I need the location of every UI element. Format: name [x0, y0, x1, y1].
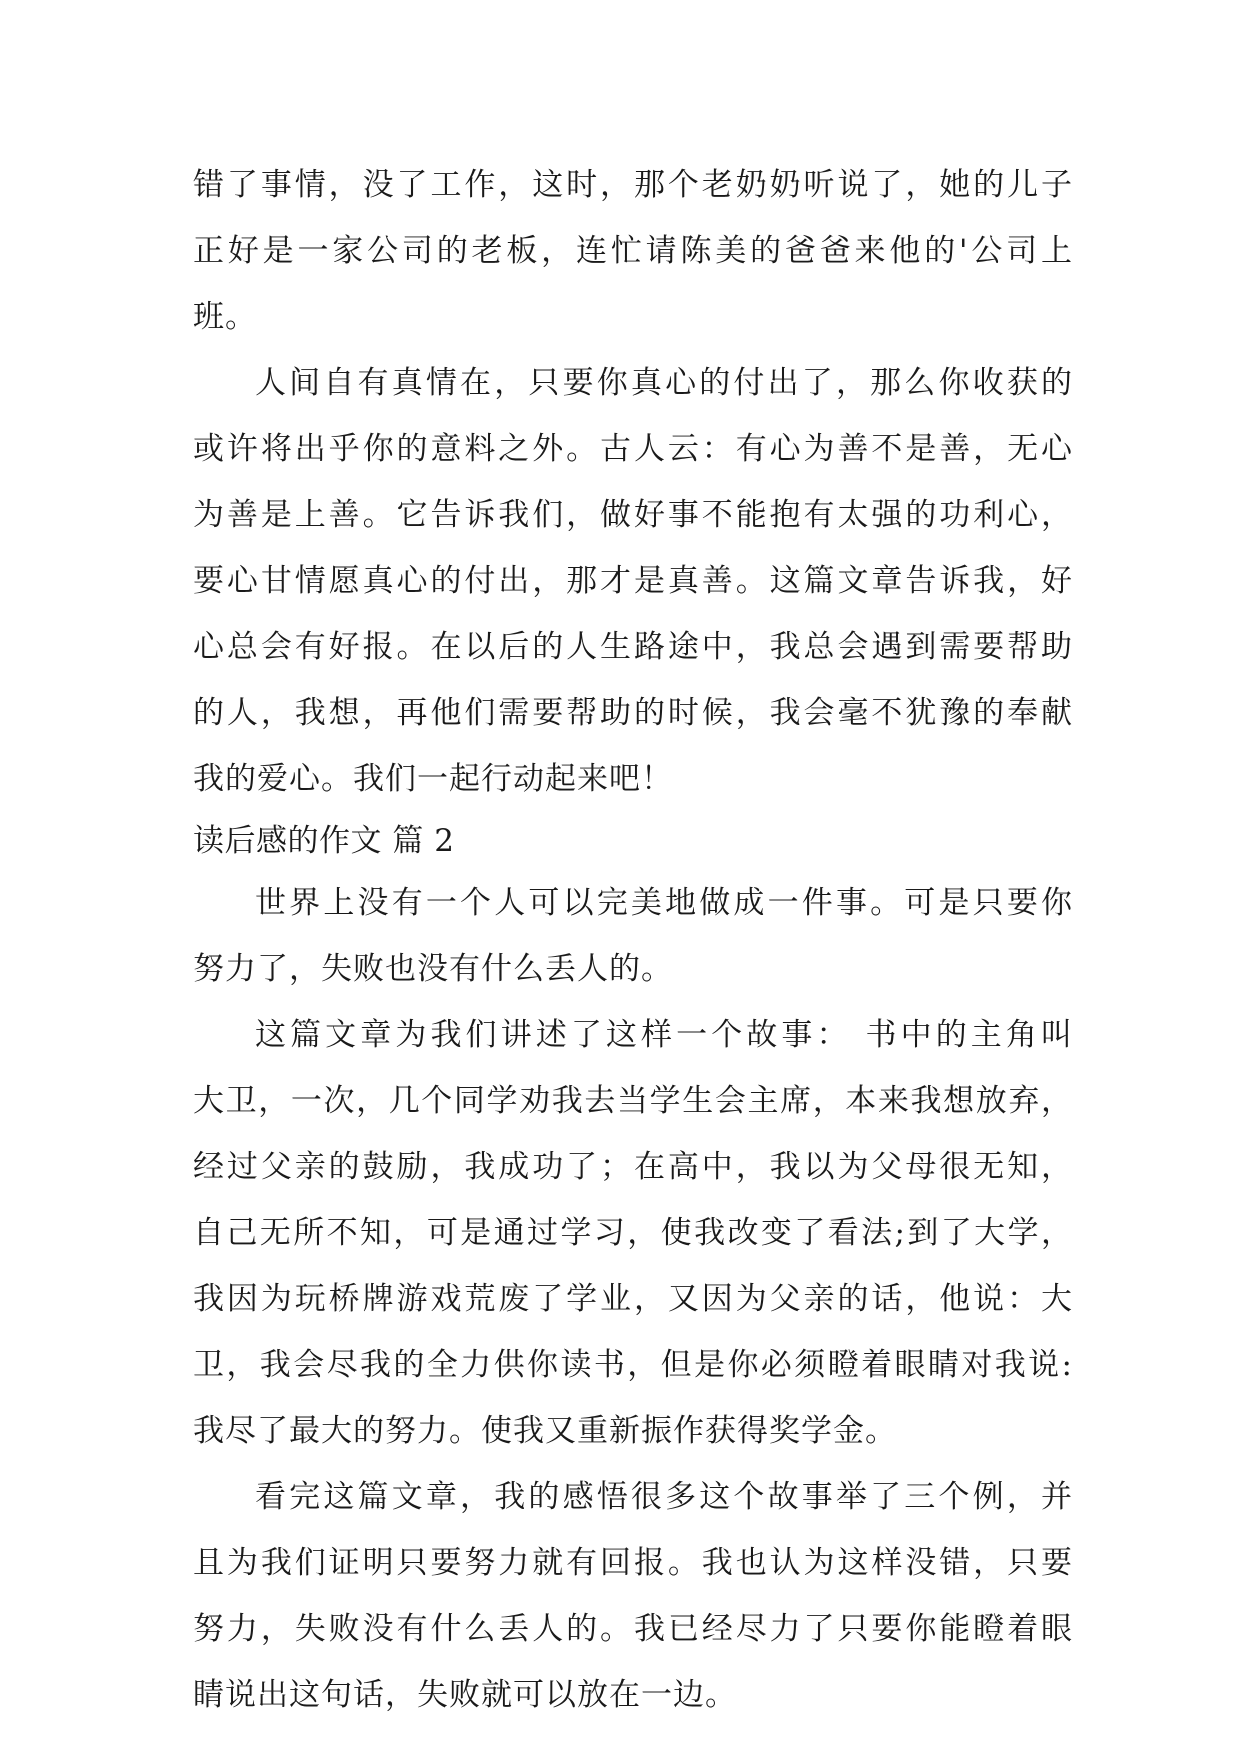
section-heading: 读后感的作文 篇 2	[193, 823, 455, 859]
text-line: 睛说出这句话，失败就可以放在一边。	[193, 1677, 737, 1713]
text-line: 或许将出乎你的意料之外。古人云：有心为善不是善，无心	[193, 431, 1073, 467]
text-line: 且为我们证明只要努力就有回报。我也认为这样没错，只要	[193, 1545, 1073, 1581]
text-line: 为善是上善。它告诉我们，做好事不能抱有太强的功利心，	[193, 497, 1073, 533]
text-line: 这篇文章为我们讲述了这样一个故事： 书中的主角叫	[255, 1017, 1073, 1053]
text-line: 我尽了最大的努力。使我又重新振作获得奖学金。	[193, 1413, 897, 1449]
text-line: 努力了，失败也没有什么丢人的。	[193, 951, 673, 987]
paragraph	[193, 870, 1073, 1002]
paragraph	[193, 1464, 1073, 1728]
paragraph	[193, 1002, 1073, 1464]
text-line: 要心甘情愿真心的付出，那才是真善。这篇文章告诉我，好	[193, 563, 1073, 599]
paragraph	[193, 152, 1073, 350]
text-line: 我的爱心。我们一起行动起来吧！	[193, 761, 673, 797]
text-line: 我因为玩桥牌游戏荒废了学业，又因为父亲的话，他说：大	[193, 1281, 1073, 1317]
text-line: 人间自有真情在，只要你真心的付出了，那么你收获的	[255, 365, 1073, 401]
text-line: 班。	[193, 299, 257, 335]
text-line: 经过父亲的鼓励，我成功了；在高中，我以为父母很无知，	[193, 1149, 1073, 1185]
text-line: 大卫，一次，几个同学劝我去当学生会主席，本来我想放弃，	[193, 1083, 1073, 1119]
text-line: 错了事情，没了工作，这时，那个老奶奶听说了，她的儿子	[193, 167, 1073, 203]
document-body	[193, 152, 1073, 1728]
paragraph	[193, 350, 1073, 812]
text-line: 卫，我会尽我的全力供你读书，但是你必须瞪着眼睛对我说:	[193, 1347, 1073, 1383]
text-line: 世界上没有一个人可以完美地做成一件事。可是只要你	[255, 885, 1073, 921]
text-line: 自己无所不知，可是通过学习，使我改变了看法;到了大学，	[193, 1215, 1073, 1251]
text-line: 看完这篇文章，我的感悟很多这个故事举了三个例，并	[255, 1479, 1073, 1515]
text-line: 的人，我想，再他们需要帮助的时候，我会毫不犹豫的奉献	[193, 695, 1073, 731]
text-line: 努力，失败没有什么丢人的。我已经尽力了只要你能瞪着眼	[193, 1611, 1073, 1647]
text-line: 心总会有好报。在以后的人生路途中，我总会遇到需要帮助	[193, 629, 1073, 665]
text-line: 正好是一家公司的老板，连忙请陈美的爸爸来他的'公司上	[193, 233, 1073, 269]
